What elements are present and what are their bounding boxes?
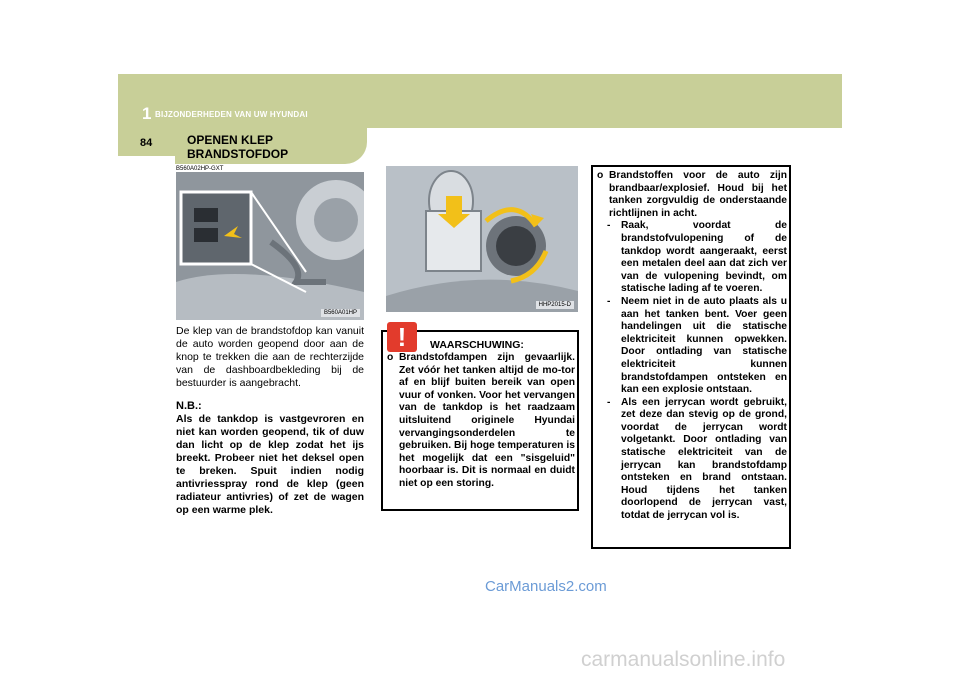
- fuel-safety-intro: Brandstoffen voor de auto zijn brandbaar/explosief. Houd bij het tanken zorgvuldig de onderstaande richtlijnen in acht.: [609, 170, 787, 219]
- chapter-title: BIJZONDERHEDEN VAN UW HYUNDAI: [155, 110, 308, 119]
- watermark-text: carmanualsonline.info: [581, 648, 786, 671]
- fuel-safety-item: Raak, voordat de brandstofvulopening of de tankdop wordt aangeraakt, eerst een metalen deel aan dat zich ver van de vulopening bevindt, om statische lading af te voeren.: [621, 220, 787, 295]
- list-item: [607, 397, 787, 523]
- note-title: N.B.:: [176, 400, 202, 412]
- list-item: [607, 220, 787, 296]
- section-title: OPENEN KLEP BRANDSTOFDOP: [187, 133, 289, 161]
- page-number: 84: [140, 137, 153, 149]
- watermark-link[interactable]: CarManuals2.com: [485, 578, 607, 595]
- bullet: o: [597, 170, 604, 181]
- figure-caption: HHP2015-D: [536, 301, 574, 309]
- figure-caption: B560A01HP: [321, 309, 360, 317]
- dash: -: [607, 295, 611, 307]
- fuel-cap-figure: [386, 166, 578, 312]
- chapter-number: 1: [142, 104, 152, 123]
- bullet: o: [387, 352, 394, 363]
- list-item: [387, 352, 575, 491]
- dash: -: [607, 220, 611, 232]
- fuel-door-release-figure: [176, 172, 364, 320]
- intro-paragraph: De klep van de brandstofdop kan vanuit de auto worden geopend door aan de knop te trekken die aan de rechterzijde van de dashboardbekleding bij de bestuurder is aangebracht.: [176, 325, 364, 389]
- dashboard-illustration: [176, 172, 364, 320]
- warning-text: Brandstofdampen zijn gevaarlijk. Zet vóór het tanken altijd de mo-tor af en blijf buiten bereik van open vuur of vonken. Voor het vervangen van de tankdop is het raadzaam uitsluitend originele Hyundai vervangingsonderdelen te gebruiken. Bij hoge temperaturen is het mogelijk dat een "sisgeluid" hoorbaar is. Dit is normaal en duidt niet op een storing.: [399, 352, 575, 489]
- warning-content: [387, 352, 575, 491]
- section-code: B560A02HP-GXT: [176, 166, 224, 172]
- list-item: [607, 296, 787, 397]
- fuel-safety-item: Als een jerrycan wordt gebruikt, zet deze dan stevig op de grond, voordat de jerrycan wordt volgetankt. Door ontlading van statische elektriciteit van de jerrycan kan brandstofdamp ontsteken en brand ontstaan. Houd tijdens het tanken doorlopend de jerrycan vast, totdat de jerrycan vol is.: [621, 396, 787, 522]
- warning-title: WAARSCHUWING:: [430, 339, 524, 351]
- fuel-safety-content: [597, 170, 787, 523]
- chapter-header-bar: [118, 74, 842, 128]
- fuel-safety-item: Neem niet in de auto plaats als u aan het tanken bent. Voer geen handelingen uit die statische elektriciteit kunnen opwekken. Door ontlading van statische elektriciteit kunnen brandstofdampen ontsteken en kan een explosie ontstaan.: [621, 295, 787, 396]
- fuel-cap-illustration: [386, 166, 578, 312]
- dash: -: [607, 396, 611, 408]
- list-item: [597, 170, 787, 220]
- note-text: Als de tankdop is vastgevroren en niet kan worden geopend, tik of duw dan licht op de klep zodat het ijs breekt. Probeer niet het deksel open te breken. Spuit indien nodig antivriesspray rond de klep (geen radiateur antivries) of zet de wagen op een warme plek.: [176, 413, 364, 516]
- warning-icon: !: [387, 322, 417, 352]
